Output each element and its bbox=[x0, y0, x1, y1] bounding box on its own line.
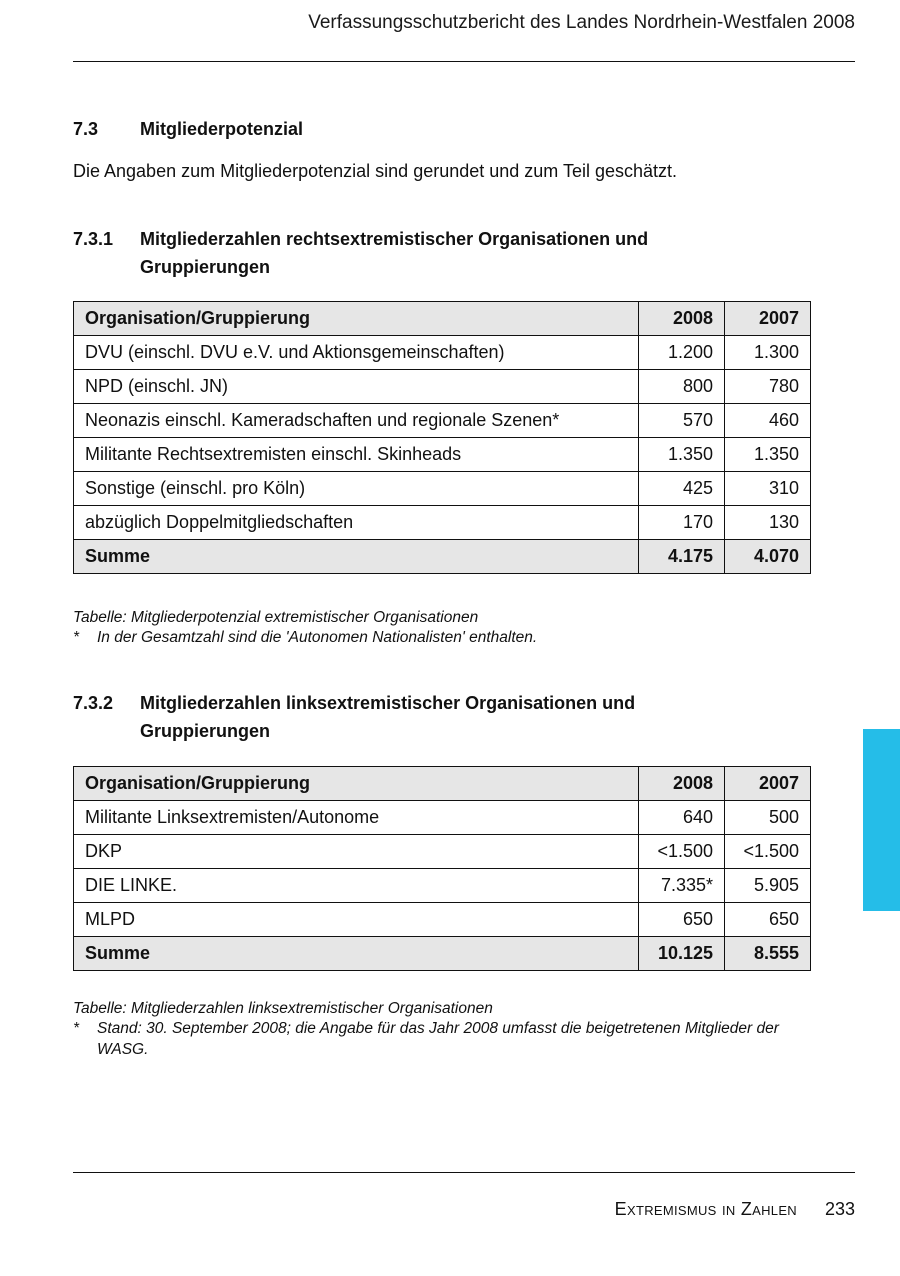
footer-rule bbox=[73, 1172, 855, 1173]
table-header-row bbox=[74, 767, 811, 801]
table-cell: 800 bbox=[639, 370, 725, 404]
column-header: Organisation/Gruppierung bbox=[74, 767, 639, 801]
table-cell: DIE LINKE. bbox=[74, 869, 639, 903]
table-cell: 460 bbox=[725, 404, 811, 438]
table-cell: MLPD bbox=[74, 903, 639, 937]
column-header: Organisation/Gruppierung bbox=[74, 302, 639, 336]
table-cell: abzüglich Doppelmitgliedschaften bbox=[74, 506, 639, 540]
table-cell: DKP bbox=[74, 835, 639, 869]
table-cell: NPD (einschl. JN) bbox=[74, 370, 639, 404]
column-header: 2007 bbox=[725, 767, 811, 801]
table-cell: 650 bbox=[639, 903, 725, 937]
footnote-text: In der Gesamtzahl sind die 'Autonomen Nationalisten' enthalten. bbox=[97, 629, 538, 646]
table-cell: 4.070 bbox=[725, 540, 811, 574]
table-header-row bbox=[74, 302, 811, 336]
page-number: 233 bbox=[824, 1199, 855, 1219]
table-cell: 570 bbox=[639, 404, 725, 438]
table-cell: 10.125 bbox=[639, 937, 725, 971]
table-cell: 4.175 bbox=[639, 540, 725, 574]
subsection-2-number: 7.3.2 bbox=[73, 693, 114, 713]
column-header: 2008 bbox=[639, 767, 725, 801]
column-header: 2008 bbox=[639, 302, 725, 336]
table-cell: 1.350 bbox=[639, 438, 725, 472]
table-cell: <1.500 bbox=[725, 835, 811, 869]
table-cell: 640 bbox=[639, 801, 725, 835]
table-row bbox=[74, 903, 811, 937]
table-cell: Militante Rechtsextremisten einschl. Skinheads bbox=[74, 438, 639, 472]
table-cell: <1.500 bbox=[639, 835, 725, 869]
footnote-marker: * bbox=[73, 1020, 80, 1037]
table-cell: 780 bbox=[725, 370, 811, 404]
running-header: Verfassungsschutzbericht des Landes Nordrhein-Westfalen 2008 bbox=[308, 12, 855, 33]
table-cell: 130 bbox=[725, 506, 811, 540]
table-row bbox=[74, 801, 811, 835]
table-cell: Summe bbox=[74, 540, 639, 574]
footnote-text: Stand: 30. September 2008; die Angabe für das Jahr 2008 umfasst die beigetretenen Mitglieder der WASG. bbox=[97, 1020, 779, 1058]
table-cell: 1.350 bbox=[725, 438, 811, 472]
table-cell: 500 bbox=[725, 801, 811, 835]
table-row bbox=[74, 370, 811, 404]
section-title: Mitgliederpotenzial bbox=[140, 119, 304, 139]
table-cell: DVU (einschl. DVU e.V. und Aktionsgemeinschaften) bbox=[74, 336, 639, 370]
table-cell: 1.300 bbox=[725, 336, 811, 370]
section-number: 7.3 bbox=[73, 119, 99, 139]
chapter-tab-marker bbox=[863, 729, 900, 911]
table-row bbox=[74, 506, 811, 540]
table-sum-row bbox=[74, 937, 811, 971]
table-2-caption: Tabelle: Mitgliederzahlen linksextremistischer Organisationen bbox=[73, 1000, 493, 1017]
table-row bbox=[74, 835, 811, 869]
subsection-2-title: Mitgliederzahlen linksextremistischer Organisationen und Gruppierungen bbox=[140, 693, 636, 741]
table-row bbox=[74, 472, 811, 506]
table-1-caption: Tabelle: Mitgliederpotenzial extremistischer Organisationen bbox=[73, 609, 479, 626]
table-cell: 5.905 bbox=[725, 869, 811, 903]
table-cell: Neonazis einschl. Kameradschaften und regionale Szenen* bbox=[74, 404, 639, 438]
table-row bbox=[74, 404, 811, 438]
table-cell: 170 bbox=[639, 506, 725, 540]
table-cell: Sonstige (einschl. pro Köln) bbox=[74, 472, 639, 506]
column-header: 2007 bbox=[725, 302, 811, 336]
footnote-marker: * bbox=[73, 629, 80, 646]
right-extremism-table bbox=[73, 301, 811, 574]
table-cell: 425 bbox=[639, 472, 725, 506]
table-sum-row bbox=[74, 540, 811, 574]
left-extremism-table bbox=[73, 766, 811, 971]
table-cell: 8.555 bbox=[725, 937, 811, 971]
table-cell: 310 bbox=[725, 472, 811, 506]
subsection-1-number: 7.3.1 bbox=[73, 229, 114, 249]
subsection-1-title: Mitgliederzahlen rechtsextremistischer Organisationen und Gruppierungen bbox=[140, 229, 649, 277]
table-cell: 650 bbox=[725, 903, 811, 937]
table-row bbox=[74, 336, 811, 370]
table-cell: 7.335* bbox=[639, 869, 725, 903]
table-row bbox=[74, 869, 811, 903]
header-rule bbox=[73, 61, 855, 62]
table-cell: Militante Linksextremisten/Autonome bbox=[74, 801, 639, 835]
table-cell: 1.200 bbox=[639, 336, 725, 370]
table-row bbox=[74, 438, 811, 472]
section-intro: Die Angaben zum Mitgliederpotenzial sind gerundet und zum Teil geschätzt. bbox=[73, 161, 678, 181]
table-cell: Summe bbox=[74, 937, 639, 971]
running-footer: Extremismus in Zahlen bbox=[614, 1199, 797, 1219]
